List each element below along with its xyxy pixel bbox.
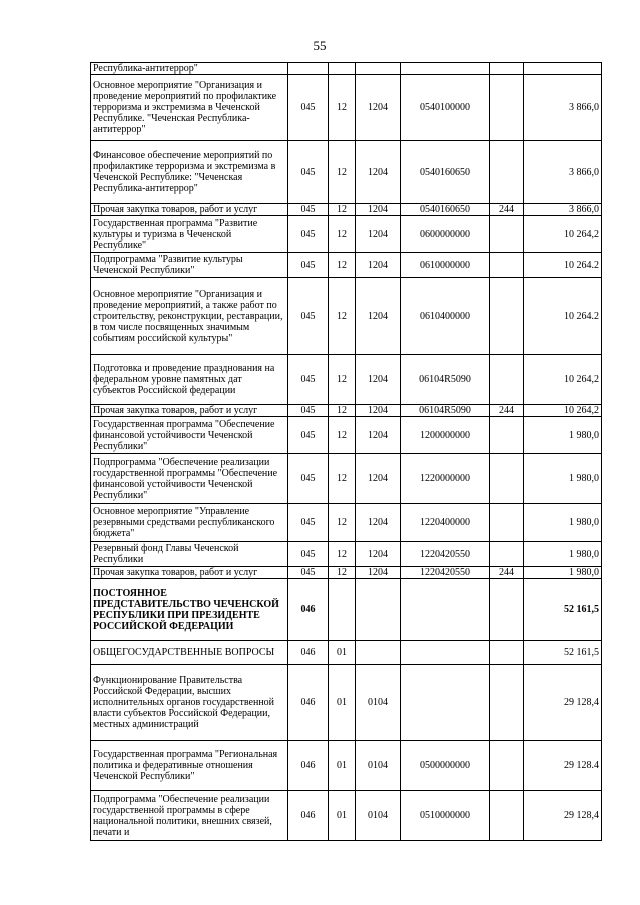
table-row — [91, 141, 602, 204]
cell-target-article — [401, 665, 490, 741]
cell-ministry-code: 045 — [288, 204, 329, 216]
cell-section: 12 — [329, 204, 356, 216]
row-name: Подпрограмма "Обеспечение реализации государственной программы в сфере национальной политики, внешних связей, печати и — [91, 791, 288, 841]
cell-target-article: 1220420550 — [401, 542, 490, 567]
cell-subsection: 0104 — [356, 665, 401, 741]
table-row — [91, 204, 602, 216]
cell-section: 12 — [329, 355, 356, 405]
row-name: Основное мероприятие "Организация и проведение мероприятий по профилактике терроризма и экстремизма в Чеченской Республике. "Чеченская Республика-антитеррор" — [91, 75, 288, 141]
cell-subsection: 1204 — [356, 567, 401, 579]
cell-subsection: 1204 — [356, 253, 401, 278]
cell-subsection: 0104 — [356, 791, 401, 841]
row-name: ПОСТОЯННОЕ ПРЕДСТАВИТЕЛЬСТВО ЧЕЧЕНСКОЙ РЕСПУБЛИКИ ПРИ ПРЕЗИДЕНТЕ РОССИЙСКОЙ ФЕДЕРАЦИИ — [91, 579, 288, 641]
row-name: Основное мероприятие "Управление резервными средствами республиканского бюджета" — [91, 504, 288, 542]
cell-expense-type: 244 — [490, 567, 524, 579]
cell-amount: 52 161,5 — [524, 641, 602, 665]
cell-section — [329, 579, 356, 641]
cell-expense-type — [490, 579, 524, 641]
cell-amount: 1 980,0 — [524, 567, 602, 579]
cell-amount: 29 128,4 — [524, 791, 602, 841]
cell-target-article: 0540160650 — [401, 141, 490, 204]
cell-amount: 10 264.2 — [524, 278, 602, 355]
table-row — [91, 579, 602, 641]
table-row — [91, 405, 602, 417]
cell-section: 12 — [329, 278, 356, 355]
cell-subsection: 1204 — [356, 216, 401, 253]
cell-section: 12 — [329, 141, 356, 204]
table-row — [91, 542, 602, 567]
cell-ministry-code: 045 — [288, 542, 329, 567]
cell-target-article — [401, 63, 490, 75]
cell-subsection — [356, 579, 401, 641]
cell-target-article: 0610000000 — [401, 253, 490, 278]
cell-ministry-code: 045 — [288, 355, 329, 405]
cell-subsection: 0104 — [356, 741, 401, 791]
table-row — [91, 504, 602, 542]
cell-ministry-code: 045 — [288, 75, 329, 141]
cell-target-article: 0510000000 — [401, 791, 490, 841]
cell-amount: 3 866,0 — [524, 141, 602, 204]
table-row — [91, 417, 602, 454]
cell-subsection — [356, 641, 401, 665]
cell-section — [329, 63, 356, 75]
cell-section: 12 — [329, 504, 356, 542]
cell-expense-type — [490, 641, 524, 665]
cell-target-article: 0600000000 — [401, 216, 490, 253]
cell-expense-type — [490, 741, 524, 791]
cell-ministry-code: 045 — [288, 216, 329, 253]
table-row — [91, 791, 602, 841]
cell-section: 12 — [329, 542, 356, 567]
row-name: Подпрограмма "Развитие культуры Чеченской Республики" — [91, 253, 288, 278]
cell-expense-type — [490, 355, 524, 405]
cell-target-article: 1220000000 — [401, 454, 490, 504]
cell-ministry-code: 045 — [288, 454, 329, 504]
table-row — [91, 741, 602, 791]
row-name: Финансовое обеспечение мероприятий по профилактике терроризма и экстремизма в Чеченской Республике: "Чеченская Республика-антитеррор" — [91, 141, 288, 204]
budget-table — [90, 62, 602, 841]
cell-expense-type — [490, 542, 524, 567]
table-row — [91, 253, 602, 278]
table-row — [91, 665, 602, 741]
cell-expense-type — [490, 141, 524, 204]
cell-subsection: 1204 — [356, 75, 401, 141]
cell-ministry-code: 045 — [288, 417, 329, 454]
row-name: ОБЩЕГОСУДАРСТВЕННЫЕ ВОПРОСЫ — [91, 641, 288, 665]
cell-section: 01 — [329, 791, 356, 841]
cell-amount: 1 980,0 — [524, 417, 602, 454]
cell-expense-type: 244 — [490, 405, 524, 417]
cell-expense-type — [490, 665, 524, 741]
cell-amount: 10 264,2 — [524, 216, 602, 253]
cell-section: 01 — [329, 665, 356, 741]
cell-section: 12 — [329, 216, 356, 253]
cell-section: 12 — [329, 253, 356, 278]
cell-target-article: 1200000000 — [401, 417, 490, 454]
cell-ministry-code: 045 — [288, 141, 329, 204]
cell-subsection: 1204 — [356, 405, 401, 417]
cell-amount: 3 866,0 — [524, 204, 602, 216]
cell-amount — [524, 63, 602, 75]
cell-expense-type — [490, 216, 524, 253]
cell-section: 12 — [329, 567, 356, 579]
cell-amount: 3 866,0 — [524, 75, 602, 141]
cell-amount: 1 980,0 — [524, 454, 602, 504]
page-number: 55 — [313, 38, 327, 53]
cell-expense-type — [490, 791, 524, 841]
table-row — [91, 63, 602, 75]
cell-subsection — [356, 63, 401, 75]
cell-ministry-code — [288, 63, 329, 75]
cell-subsection: 1204 — [356, 204, 401, 216]
cell-target-article: 0610400000 — [401, 278, 490, 355]
row-name: Государственная программа "Развитие культуры и туризма в Чеченской Республике" — [91, 216, 288, 253]
cell-amount: 1 980,0 — [524, 504, 602, 542]
table-row — [91, 641, 602, 665]
row-name: Функционирование Правительства Российской Федерации, высших исполнительных органов государственной власти субъектов Российской Федерации, местных администраций — [91, 665, 288, 741]
cell-subsection: 1204 — [356, 454, 401, 504]
cell-amount: 10 264,2 — [524, 405, 602, 417]
cell-ministry-code: 045 — [288, 405, 329, 417]
table-row — [91, 75, 602, 141]
row-name: Прочая закупка товаров, работ и услуг — [91, 567, 288, 579]
cell-amount: 1 980,0 — [524, 542, 602, 567]
table-row — [91, 567, 602, 579]
row-name: Прочая закупка товаров, работ и услуг — [91, 405, 288, 417]
cell-section: 12 — [329, 417, 356, 454]
cell-ministry-code: 046 — [288, 579, 329, 641]
cell-target-article: 0540100000 — [401, 75, 490, 141]
cell-subsection: 1204 — [356, 542, 401, 567]
row-name: Подпрограмма "Обеспечение реализации государственной программы "Обеспечение финансовой устойчивости Чеченской Республики" — [91, 454, 288, 504]
cell-ministry-code: 046 — [288, 791, 329, 841]
cell-section: 12 — [329, 75, 356, 141]
cell-amount: 29 128,4 — [524, 665, 602, 741]
cell-section: 01 — [329, 641, 356, 665]
cell-target-article: 1220420550 — [401, 567, 490, 579]
cell-expense-type — [490, 75, 524, 141]
cell-amount: 10 264,2 — [524, 355, 602, 405]
cell-expense-type — [490, 504, 524, 542]
cell-expense-type: 244 — [490, 204, 524, 216]
cell-target-article: 06104R5090 — [401, 405, 490, 417]
cell-target-article — [401, 579, 490, 641]
cell-subsection: 1204 — [356, 141, 401, 204]
cell-ministry-code: 046 — [288, 665, 329, 741]
cell-target-article: 1220400000 — [401, 504, 490, 542]
table-row — [91, 278, 602, 355]
table-row — [91, 216, 602, 253]
row-name: Резервный фонд Главы Чеченской Республики — [91, 542, 288, 567]
row-name: Прочая закупка товаров, работ и услуг — [91, 204, 288, 216]
cell-amount: 10 264.2 — [524, 253, 602, 278]
cell-ministry-code: 045 — [288, 253, 329, 278]
row-name: Подготовка и проведение празднования на федеральном уровне памятных дат субъектов Российской федерации — [91, 355, 288, 405]
cell-amount: 52 161,5 — [524, 579, 602, 641]
table-row — [91, 355, 602, 405]
cell-target-article — [401, 641, 490, 665]
cell-section: 12 — [329, 454, 356, 504]
cell-subsection: 1204 — [356, 278, 401, 355]
row-name: Основное мероприятие "Организация и проведение мероприятий, а также работ по строительству, реконструкции, реставрации, в том числе посвященных значимым событиям российской культуры" — [91, 278, 288, 355]
cell-expense-type — [490, 278, 524, 355]
row-name: Государственная программа "Обеспечение финансовой устойчивости Чеченской Республики" — [91, 417, 288, 454]
row-name: Республика-антитеррор" — [91, 63, 288, 75]
cell-ministry-code: 045 — [288, 567, 329, 579]
cell-section: 01 — [329, 741, 356, 791]
cell-ministry-code: 046 — [288, 741, 329, 791]
cell-expense-type — [490, 253, 524, 278]
cell-subsection: 1204 — [356, 504, 401, 542]
cell-ministry-code: 045 — [288, 504, 329, 542]
cell-ministry-code: 046 — [288, 641, 329, 665]
cell-target-article: 0540160650 — [401, 204, 490, 216]
cell-expense-type — [490, 417, 524, 454]
cell-subsection: 1204 — [356, 417, 401, 454]
cell-amount: 29 128.4 — [524, 741, 602, 791]
cell-expense-type — [490, 454, 524, 504]
cell-expense-type — [490, 63, 524, 75]
table-row — [91, 454, 602, 504]
cell-ministry-code: 045 — [288, 278, 329, 355]
cell-subsection: 1204 — [356, 355, 401, 405]
cell-target-article: 0500000000 — [401, 741, 490, 791]
cell-section: 12 — [329, 405, 356, 417]
row-name: Государственная программа "Региональная политика и федеративные отношения Чеченской Республики" — [91, 741, 288, 791]
cell-target-article: 06104R5090 — [401, 355, 490, 405]
